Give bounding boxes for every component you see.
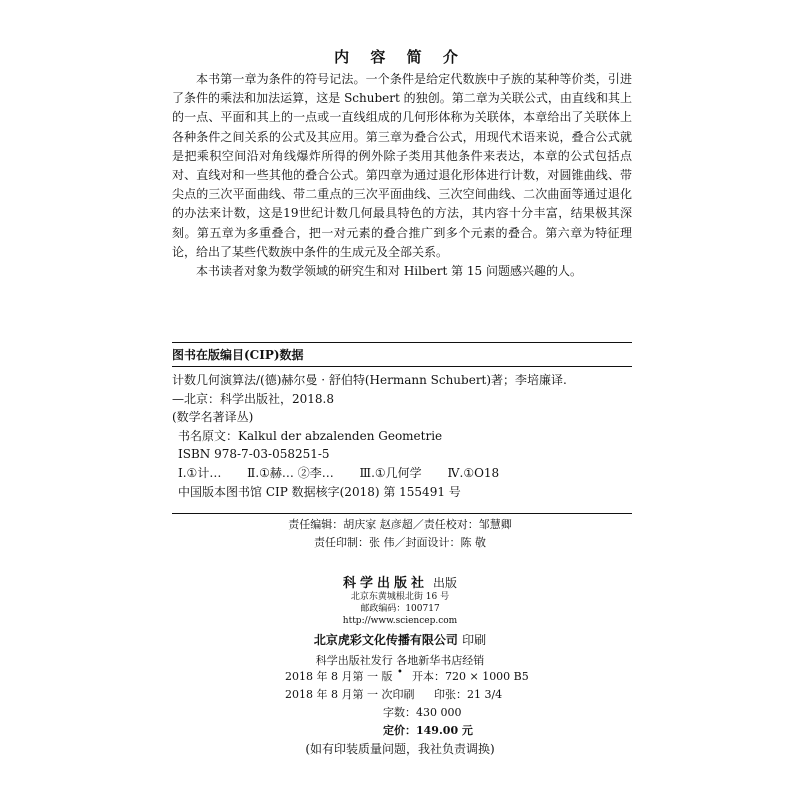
price: 定价：149.00 元 <box>383 724 473 737</box>
cip-classification-item: Ⅰ.①计… <box>178 465 222 480</box>
publisher-website: http://www.sciencep.com <box>342 616 458 626</box>
cip-original-title-line: 书名原文：Kalkul der abzalenden Geometrie <box>178 428 443 443</box>
cip-isbn-line: ISBN 978-7-03-058251-5 <box>178 447 330 462</box>
publisher-postcode: 邮政编码：100717 <box>360 604 440 614</box>
cip-classification-item: Ⅱ.①赫… ②李… <box>247 465 334 480</box>
credits-production-line: 责任印制：张 伟／封面设计：陈 敬 <box>314 536 486 549</box>
printer-label: 印刷 <box>462 633 487 647</box>
printing-line: 2018 年 8 月第 一 次印刷 <box>285 688 415 701</box>
sheets-line: 印张：21 3/4 <box>433 688 503 701</box>
credits <box>0 516 800 552</box>
summary-body <box>172 70 632 281</box>
summary-paragraph: 本书第一章为条件的符号记法。一个条件是给定代数族中子族的某种等价类，引进了条件的乘法和加法运算，这是 Schubert 的独创。第二章为关联公式，由直线和其上的一点、平面和其上的一点或一直线组成的几何形体称为关联体，本章给出了关联体上各种条件之间关系的公式及其应用。第三章为叠合公式，用现代术语来说，叠合公式就是把乘积空间沿对角线爆炸所得的例外除子类用其他条件来表达，本章的公式包括点对、直线对和一些其他的叠合公式。第四章为通过退化形体进行计数，对圆锥曲线、带尖点的三次平面曲线、带二重点的三次平面曲线、三次空间曲线、二次曲面等通过退化的办法来计数，这是19世纪计数几何最具特色的方法，其内容十分丰富，结果极其深刻。第五章为多重叠合，把一对元素的叠合推广到多个元素的叠合。第六章为特征理论，给出了某些代数族中条件的生成元及全部关系。 <box>172 72 632 259</box>
credits-editors-line: 责任编辑：胡庆家 赵彦超／责任校对：邹慧卿 <box>288 518 512 531</box>
publisher-address: 北京东黄城根北街 16 号 <box>350 592 450 602</box>
cip-publication-line: —北京：科学出版社，2018.8 <box>172 391 334 406</box>
publisher-label: 出版 <box>433 576 458 590</box>
cip-classification-item: Ⅲ.①几何学 <box>359 465 422 480</box>
summary-paragraph: 本书读者对象为数学领域的研究生和对 Hilbert 第 15 问题感兴趣的人。 <box>196 264 583 279</box>
cip-record-number-line: 中国版本图书馆 CIP 数据核字(2018) 第 155491 号 <box>178 484 461 499</box>
separator-dot: • <box>397 667 403 678</box>
cip-heading: 图书在版编目(CIP)数据 <box>172 348 304 362</box>
summary-title: 内 容 简 介 <box>334 48 466 66</box>
publisher-block <box>0 572 800 678</box>
cip-bottom-rule <box>172 513 632 514</box>
printer-name: 北京虎彩文化传播有限公司 <box>313 633 458 647</box>
publisher-name: 科学出版社 <box>342 576 428 591</box>
cip-classification-line <box>172 464 632 483</box>
quality-notice: (如有印装质量问题，我社负责调换) <box>305 742 495 756</box>
cip-record <box>172 371 632 501</box>
edition-line: 2018 年 8 月第 一 版 <box>285 670 393 683</box>
distribution-line: 科学出版社发行 各地新华书店经销 <box>315 654 485 667</box>
cip-title-line: 计数几何演算法/(德)赫尔曼 · 舒伯特(Hermann Schubert)著；李培廉译. <box>172 373 567 387</box>
cip-top-rule <box>172 342 632 343</box>
word-count: 字数：430 000 <box>383 706 462 719</box>
cip-divider <box>172 366 632 367</box>
edition-info <box>285 668 529 740</box>
cip-series-line: (数学名著译丛) <box>172 410 254 425</box>
format-line: 开本：720 × 1000 B5 <box>411 670 529 683</box>
cip-classification-item: Ⅳ.①O18 <box>447 465 500 480</box>
